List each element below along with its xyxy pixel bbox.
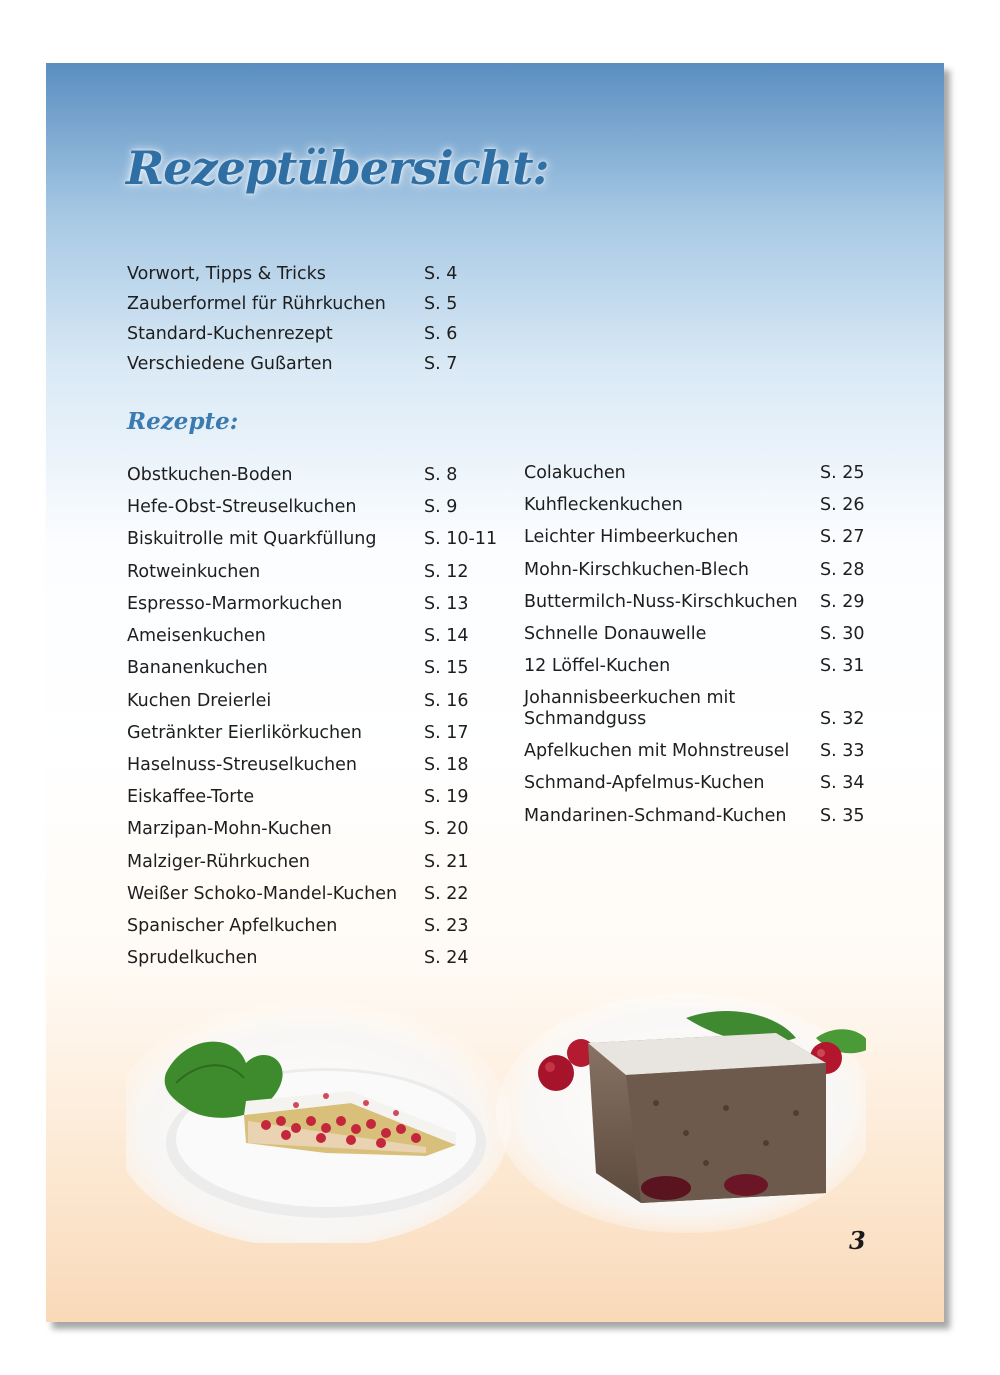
toc-entry-page: S. 15: [424, 658, 469, 678]
page-title: Rezeptübersicht:: [126, 141, 549, 195]
toc-entry-page: S. 25: [820, 463, 865, 483]
toc-entry-page: S. 18: [424, 755, 469, 775]
toc-entry-name: Kuhfleckenkuchen: [524, 495, 683, 515]
toc-entry-page: S. 6: [424, 324, 458, 344]
toc-entry-name: Colakuchen: [524, 463, 626, 483]
toc-entry-name: Buttermilch-Nuss-Kirschkuchen: [524, 592, 798, 612]
toc-entry-name: Getränkter Eierlikörkuchen: [127, 723, 362, 743]
toc-entry-name: Vorwort, Tipps & Tricks: [127, 264, 326, 284]
toc-entry-page: S. 26: [820, 495, 865, 515]
section-title: Rezepte:: [127, 408, 239, 435]
toc-entry-name: Kuchen Dreierlei: [127, 691, 272, 711]
toc-entry-page: S. 8: [424, 465, 458, 485]
toc-entry-page: S. 13: [424, 594, 469, 614]
toc-entry-name: Schnelle Donauwelle: [524, 624, 707, 644]
toc-entry-name: Mandarinen-Schmand-Kuchen: [524, 806, 787, 826]
toc-entry-page: S. 14: [424, 626, 469, 646]
toc-entry-page: S. 16: [424, 691, 469, 711]
toc-entry-page: S. 27: [820, 527, 865, 547]
toc-entry-name: Ameisenkuchen: [127, 626, 266, 646]
toc-entry-page: S. 17: [424, 723, 469, 743]
toc-entry-page: S. 32: [820, 709, 865, 729]
toc-entry-name: Sprudelkuchen: [127, 948, 258, 968]
cherry-cake-photo: [496, 993, 866, 1233]
cake-photos: [126, 993, 866, 1243]
page-number: 3: [849, 1226, 866, 1255]
toc-entry-page: S. 31: [820, 656, 865, 676]
toc-entry-name: Eiskaffee-Torte: [127, 787, 255, 807]
toc-entry-page: S. 20: [424, 819, 469, 839]
toc-entry-name: Obstkuchen-Boden: [127, 465, 293, 485]
toc-entry-name: Verschiedene Gußarten: [127, 354, 333, 374]
toc-entry-name: Weißer Schoko-Mandel-Kuchen: [127, 884, 398, 904]
toc-entry-name: Hefe-Obst-Streuselkuchen: [127, 497, 357, 517]
toc-entry-name: Mohn-Kirschkuchen-Blech: [524, 560, 749, 580]
toc-entry-page: S. 22: [424, 884, 469, 904]
toc-entry-page: S. 30: [820, 624, 865, 644]
toc-entry-name: 12 Löffel-Kuchen: [524, 656, 671, 676]
toc-entry-name: Standard-Kuchenrezept: [127, 324, 333, 344]
toc-entry-name: Apfelkuchen mit Mohnstreusel: [524, 741, 790, 761]
toc-entry-page: S. 29: [820, 592, 865, 612]
toc-entry-page: S. 21: [424, 852, 469, 872]
toc-entry-page: S. 34: [820, 773, 865, 793]
toc-entry-name: Haselnuss-Streuselkuchen: [127, 755, 358, 775]
toc-entry-page: S. 23: [424, 916, 469, 936]
toc-entry-name: Rotweinkuchen: [127, 562, 261, 582]
toc-entry-name: Marzipan-Mohn-Kuchen: [127, 819, 332, 839]
toc-entry-page: S. 12: [424, 562, 469, 582]
toc-entry-name: Leichter Himbeerkuchen: [524, 527, 739, 547]
toc-entry-page: S. 19: [424, 787, 469, 807]
toc-entry-name: Schmand-Apfelmus-Kuchen: [524, 773, 765, 793]
toc-entry-page: S. 28: [820, 560, 865, 580]
toc-entry-page: S. 35: [820, 806, 865, 826]
toc-entry-name: Biskuitrolle mit Quarkfüllung: [127, 529, 377, 549]
toc-entry-name: Malziger-Rührkuchen: [127, 852, 311, 872]
toc-entry-page: S. 7: [424, 354, 458, 374]
toc-entry-name: Zauberformel für Rührkuchen: [127, 294, 386, 314]
toc-entry-name: Spanischer Apfelkuchen: [127, 916, 338, 936]
toc-entry-page: S. 33: [820, 741, 865, 761]
toc-entry-page: S. 10-11: [424, 529, 498, 549]
toc-entry-name: Bananenkuchen: [127, 658, 268, 678]
page: [46, 63, 944, 1322]
currant-cake-photo: [126, 998, 511, 1243]
toc-entry-name: Johannisbeerkuchen mit Schmandguss: [524, 688, 736, 729]
toc-entry-page: S. 24: [424, 948, 469, 968]
toc-entry-page: S. 4: [424, 264, 458, 284]
toc-entry-page: S. 5: [424, 294, 458, 314]
toc-entry-name: Espresso-Marmorkuchen: [127, 594, 343, 614]
toc-entry-page: S. 9: [424, 497, 458, 517]
